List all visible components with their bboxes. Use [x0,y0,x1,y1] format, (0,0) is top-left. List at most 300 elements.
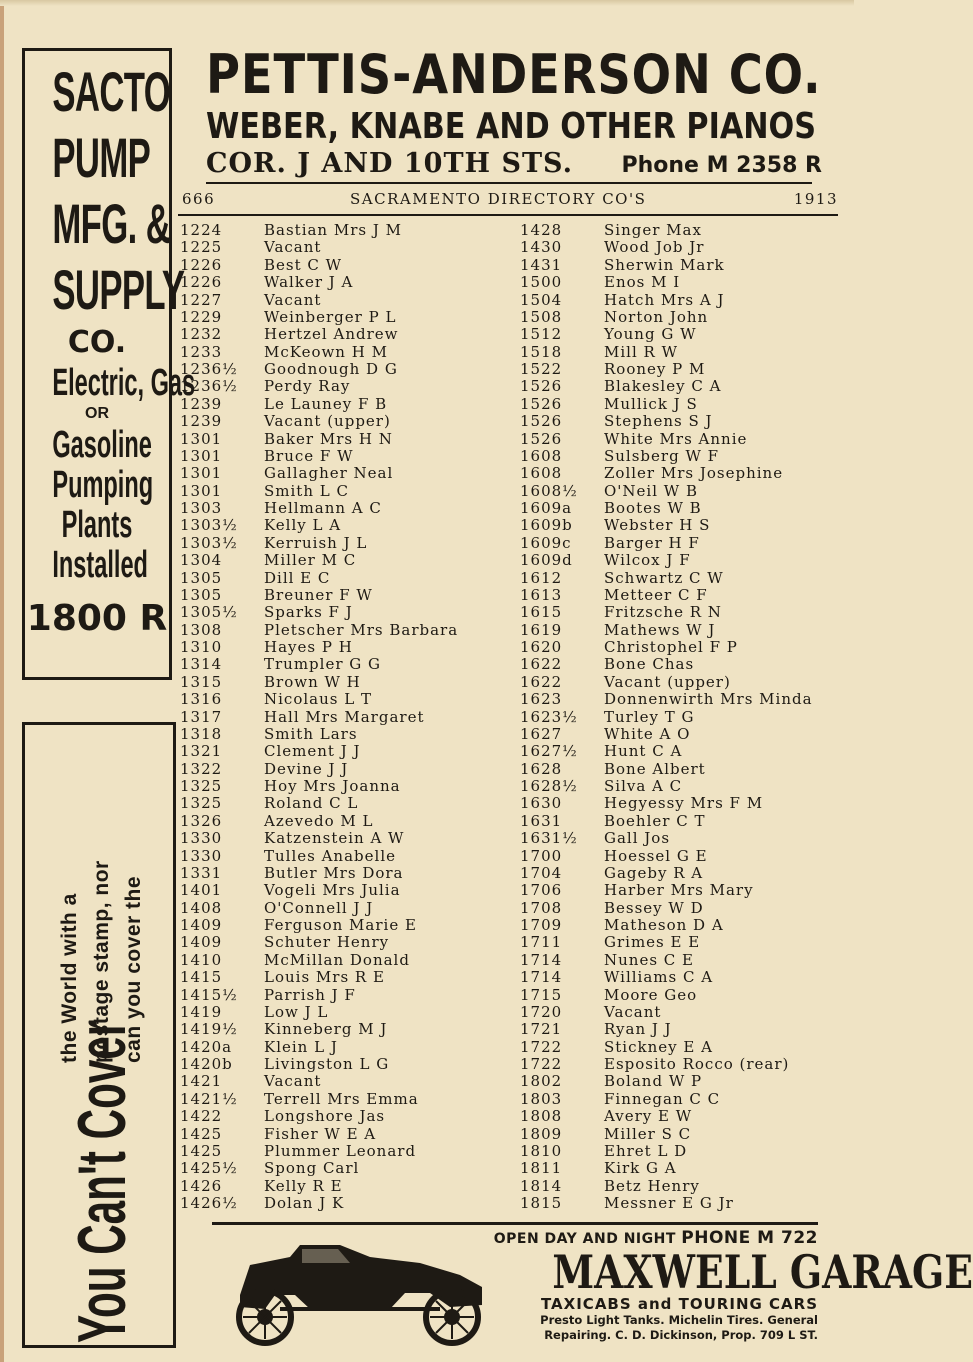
house-number: 1408 [180,898,223,917]
house-number: 1325 [180,777,223,795]
resident-name: McMillan Donald [264,950,410,969]
listing-row [520,1039,813,1056]
house-number: 1224 [180,221,223,239]
listing-row [180,309,458,326]
page-header-ad [206,43,822,180]
listing-row [520,483,813,500]
house-number: 1704 [520,863,563,882]
house-number: 1425 [180,1124,223,1143]
listing-row [520,431,813,448]
directory-ad-rotated [27,733,177,1343]
listing-row [180,344,458,361]
garage-open: OPEN DAY AND NIGHT [493,1231,676,1247]
page-top-edge [0,0,854,6]
listing-row [180,952,458,969]
house-number: 1715 [520,985,563,1004]
listing-row [520,396,813,413]
house-number: 1316 [180,690,223,709]
house-number: 1425½ [180,1159,238,1178]
house-number: 1318 [180,724,223,743]
resident-name: Barger H F [604,533,700,552]
resident-name: Louis Mrs R E [264,968,385,987]
house-number: 1322 [180,759,223,778]
house-number: 1809 [520,1124,563,1143]
resident-name: Mill R W [604,342,678,361]
directory-ad-title: You Can't Cover [64,1019,140,1343]
listing-row [180,239,458,256]
house-number: 1410 [180,950,223,969]
resident-name: Vacant [264,290,322,309]
listing-row [520,413,813,430]
resident-name: Esposito Rocco (rear) [604,1055,790,1073]
resident-name: Livingston L G [264,1055,390,1073]
resident-name: Butler Mrs Dora [264,863,404,882]
resident-name: Bessey W D [604,898,704,917]
listing-row [180,257,458,274]
listing-row [520,1195,813,1212]
resident-name: Miller S C [604,1124,692,1143]
listing-row [180,274,458,291]
house-number: 1722 [520,1055,563,1073]
garage-address: Repairing. C. D. Dickinson, Prop. 709 L ST. [544,1328,818,1342]
resident-name: Clement J J [264,742,361,761]
resident-name: Avery E W [604,1107,693,1126]
listing-row [180,656,458,673]
listing-row [180,1195,458,1212]
resident-name: Tulles Anabelle [264,846,396,865]
listing-row [520,535,813,552]
resident-name: Vogeli Mrs Julia [264,881,401,900]
header-rule [206,182,812,184]
listing-row [180,361,458,378]
listing-row [520,795,813,812]
garage-name: MAXWELL GARAGE [552,1245,973,1299]
resident-name: Webster H S [604,516,711,535]
house-number: 1232 [180,325,223,344]
listing-row [180,865,458,882]
house-number: 1304 [180,551,223,570]
house-number: 1526 [520,377,563,396]
running-head-rule [178,214,838,216]
resident-name: Wood Job Jr [604,238,705,257]
house-number: 1305 [180,568,223,587]
resident-name: Grimes E E [604,933,701,952]
resident-name: Longshore Jas [264,1107,386,1126]
listing-row [520,813,813,830]
listing-row [180,1091,458,1108]
resident-name: Fisher W E A [264,1124,377,1143]
listing-row [520,587,813,604]
listing-row [520,743,813,760]
listing-row [180,987,458,1004]
listing-row [520,656,813,673]
listing-row [520,848,813,865]
house-number: 1315 [180,672,223,691]
resident-name: Bruce F W [264,446,354,465]
listing-row [180,292,458,309]
resident-name: Vacant [264,238,322,257]
listing-row [180,622,458,639]
resident-name: Katzenstein A W [264,829,405,848]
resident-name: Sherwin Mark [604,255,725,274]
resident-name: Hegyessy Mrs F M [604,794,764,813]
resident-name: Blakesley C A [604,377,722,396]
resident-name: Hall Mrs Margaret [264,707,425,726]
house-number: 1301 [180,429,223,448]
ad-line: SUPPLY [52,258,185,321]
listing-row [180,1178,458,1195]
directory-ad-line: can you cover the [122,875,145,1063]
house-number: 1613 [520,585,563,604]
listing-row [180,848,458,865]
resident-name: White A O [604,724,691,743]
house-number: 1711 [520,933,563,952]
house-number: 1419 [180,1002,223,1021]
listing-row [520,987,813,1004]
listing-row [520,604,813,621]
listing-row [520,517,813,534]
resident-name: Betz Henry [604,1176,700,1195]
resident-name: Klein L J [264,1037,338,1056]
listing-row [180,691,458,708]
maxwell-garage-ad [212,1222,973,1353]
resident-name: Roland C L [264,794,359,813]
resident-name: Norton John [604,307,709,326]
listing-row [520,917,813,934]
listing-row [180,1143,458,1160]
listing-row [180,483,458,500]
house-number: 1301 [180,446,223,465]
house-number: 1803 [520,1089,563,1108]
listing-row [520,761,813,778]
resident-name: Plummer Leonard [264,1141,417,1160]
running-head [182,190,838,212]
house-number: 1301 [180,464,223,483]
house-number: 1227 [180,290,223,309]
house-number: 1301 [180,481,223,500]
house-number: 1714 [520,950,563,969]
resident-name: Enos M I [604,273,681,292]
resident-name: Christophel F P [604,638,738,656]
resident-name: Silva A C [604,777,683,795]
listing-row [180,1108,458,1125]
house-number: 1239 [180,394,223,413]
directory-ad [22,722,176,1348]
house-number: 1630 [520,794,563,813]
ad-line: Installed [52,544,148,586]
resident-name: Kinneberg M J [264,1020,388,1039]
page-edge [0,0,4,1362]
house-number: 1426½ [180,1194,238,1212]
house-number: 1425 [180,1141,223,1160]
listing-row [520,448,813,465]
resident-name: Williams C A [604,968,714,987]
resident-name: Hoessel G E [604,846,708,865]
house-number: 1631½ [520,829,578,848]
house-number: 1431 [520,255,563,274]
house-number: 1229 [180,307,223,326]
listing-row [520,691,813,708]
listing-row [180,882,458,899]
listing-row [180,1021,458,1038]
house-number: 1415 [180,968,223,987]
resident-name: Terrell Mrs Emma [264,1089,419,1108]
house-number: 1615 [520,603,563,622]
house-number: 1622 [520,672,563,691]
house-number: 1627½ [520,742,578,761]
listing-row [180,431,458,448]
resident-name: Vacant (upper) [604,672,731,691]
house-number: 1802 [520,1072,563,1091]
resident-name: Turley T G [604,707,695,726]
house-number: 1720 [520,1002,563,1021]
listing-row [520,1073,813,1090]
sacto-pump-ad [22,48,196,680]
ad-line: Gasoline [52,424,152,466]
resident-name: Boehler C T [604,811,706,830]
house-number: 1308 [180,620,223,639]
house-number: 1330 [180,846,223,865]
resident-name: Walker J A [264,273,354,292]
listing-row [180,500,458,517]
house-number: 1508 [520,307,563,326]
listing-row [520,239,813,256]
house-number: 1623½ [520,707,578,726]
resident-name: Kelly R E [264,1176,343,1195]
house-number: 1627 [520,724,563,743]
resident-name: Hayes P H [264,638,353,656]
resident-name: Schuter Henry [264,933,390,952]
resident-name: Gall Jos [604,829,671,848]
listing-row [180,517,458,534]
resident-name: Perdy Ray [264,377,351,396]
house-number: 1426 [180,1176,223,1195]
resident-name: Messner E G Jr [604,1194,734,1212]
house-number: 1708 [520,898,563,917]
house-number: 1612 [520,568,563,587]
listing-row [180,1004,458,1021]
listing-row [180,570,458,587]
listing-row [520,378,813,395]
listing-row [180,917,458,934]
listing-row [180,674,458,691]
listing-row [520,1178,813,1195]
house-number: 1409 [180,933,223,952]
listing-row [520,622,813,639]
resident-name: Vacant [604,1002,662,1021]
resident-name: Sparks F J [264,603,353,622]
resident-name: Ryan J J [604,1020,672,1039]
resident-name: Bone Chas [604,655,695,674]
house-number: 1623 [520,690,563,709]
ad-line: CO. [67,325,127,360]
listing-row [520,830,813,847]
resident-name: Miller M C [264,551,357,570]
listing-row [520,1108,813,1125]
resident-name: O'Neil W B [604,481,698,500]
listing-row [520,778,813,795]
listing-row [180,222,458,239]
house-number: 1419½ [180,1020,238,1039]
resident-name: Wilcox J F [604,551,691,570]
house-number: 1609b [520,516,573,535]
resident-name: O'Connell J J [264,898,374,917]
house-number: 1325 [180,794,223,813]
header-address: COR. J AND 10TH STS. [206,148,573,179]
resident-name: Best C W [264,255,343,274]
listing-row [180,413,458,430]
house-number: 1236½ [180,360,238,378]
resident-name: Hertzel Andrew [264,325,399,344]
resident-name: Kerruish J L [264,533,368,552]
resident-name: Hatch Mrs A J [604,290,725,309]
listing-row [180,1160,458,1177]
listing-row [180,552,458,569]
listing-row [180,535,458,552]
resident-name: White Mrs Annie [604,429,748,448]
house-number: 1620 [520,638,563,656]
house-number: 1421½ [180,1089,238,1108]
house-number: 1815 [520,1194,563,1212]
resident-name: Hunt C A [604,742,683,761]
resident-name: Boland W P [604,1072,703,1091]
resident-name: Fritzsche R N [604,603,722,622]
resident-name: Bastian Mrs J M [264,221,402,239]
listing-row [180,934,458,951]
resident-name: Vacant [264,1072,322,1091]
house-number: 1500 [520,273,563,292]
resident-name: Dolan J K [264,1194,345,1212]
resident-name: Weinberger P L [264,307,397,326]
listing-row [520,361,813,378]
listing-row [180,726,458,743]
house-number: 1714 [520,968,563,987]
house-number: 1631 [520,811,563,830]
listing-row [180,448,458,465]
house-number: 1721 [520,1020,563,1039]
house-number: 1428 [520,221,563,239]
resident-name: Trumpler G G [264,655,382,674]
resident-name: Hellmann A C [264,499,382,517]
ad-line: PUMP [52,126,151,189]
listing-row [520,465,813,482]
resident-name: Bone Albert [604,759,706,778]
resident-name: Spong Carl [264,1159,360,1178]
listing-row [520,1004,813,1021]
listing-row [520,552,813,569]
house-number: 1811 [520,1159,563,1178]
resident-name: Smith L C [264,481,349,500]
resident-name: Finnegan C C [604,1089,721,1108]
listing-row [180,969,458,986]
house-number: 1314 [180,655,223,674]
resident-name: Stickney E A [604,1037,713,1056]
house-number: 1420b [180,1055,233,1073]
listing-row [520,1091,813,1108]
resident-name: Metteer C F [604,585,708,604]
house-number: 1326 [180,811,223,830]
house-number: 1522 [520,360,563,378]
resident-name: Zoller Mrs Josephine [604,464,784,483]
publisher: SACRAMENTO DIRECTORY CO'S [350,190,647,208]
house-number: 1331 [180,863,223,882]
resident-name: Pletscher Mrs Barbara [264,620,459,639]
house-number: 1722 [520,1037,563,1056]
header-phone: Phone M 2358 R [621,153,822,178]
resident-name: Le Launey F B [264,394,388,413]
house-number: 1226 [180,273,223,292]
listing-row [520,882,813,899]
ad-line: Electric, Gas [52,362,196,404]
directory-ad-line: postage stamp, nor [90,860,113,1063]
house-number: 1305 [180,585,223,604]
resident-name: Devine J J [264,759,349,778]
house-number: 1814 [520,1176,563,1195]
listing-row [520,1021,813,1038]
resident-name: Kirk G A [604,1159,677,1178]
house-number: 1420a [180,1037,233,1056]
listing-row [520,1126,813,1143]
resident-name: Nunes C E [604,950,694,969]
resident-name: Kelly L A [264,516,342,535]
resident-name: Goodnough D G [264,360,398,378]
house-number: 1225 [180,238,223,257]
house-number: 1526 [520,412,563,431]
year: 1913 [793,190,838,208]
house-number: 1303½ [180,533,238,552]
listing-row [520,1056,813,1073]
listing-row [180,743,458,760]
touring-car-illustration [220,1235,500,1345]
listing-row [520,292,813,309]
page-number: 666 [182,190,216,208]
listing-row [180,813,458,830]
listing-row [520,969,813,986]
resident-name: Breuner F W [264,585,373,604]
house-number: 1608½ [520,481,578,500]
listing-row [520,257,813,274]
listing-row [520,326,813,343]
house-number: 1622 [520,655,563,674]
house-number: 1226 [180,255,223,274]
resident-name: Stephens S J [604,412,713,431]
house-number: 1415½ [180,985,238,1004]
listing-column-right [520,222,813,1212]
header-address-row [206,148,822,180]
house-number: 1808 [520,1107,563,1126]
resident-name: Donnenwirth Mrs Minda [604,690,813,709]
ad-line: Plants [61,504,133,546]
header-tagline: WEBER, KNABE AND OTHER PIANOS [206,106,817,147]
resident-name: Ferguson Marie E [264,916,417,934]
listing-row [180,396,458,413]
listing-row [520,500,813,517]
house-number: 1310 [180,638,223,656]
listing-row [520,952,813,969]
listing-row [520,900,813,917]
resident-name: Singer Max [604,221,702,239]
house-number: 1317 [180,707,223,726]
house-number: 1526 [520,429,563,448]
listing-row [520,934,813,951]
house-number: 1430 [520,238,563,257]
house-number: 1504 [520,290,563,309]
resident-name: Mullick J S [604,394,698,413]
house-number: 1236½ [180,377,238,396]
resident-name: Vacant (upper) [264,412,391,431]
listing-row [180,378,458,395]
resident-name: Baker Mrs H N [264,429,393,448]
